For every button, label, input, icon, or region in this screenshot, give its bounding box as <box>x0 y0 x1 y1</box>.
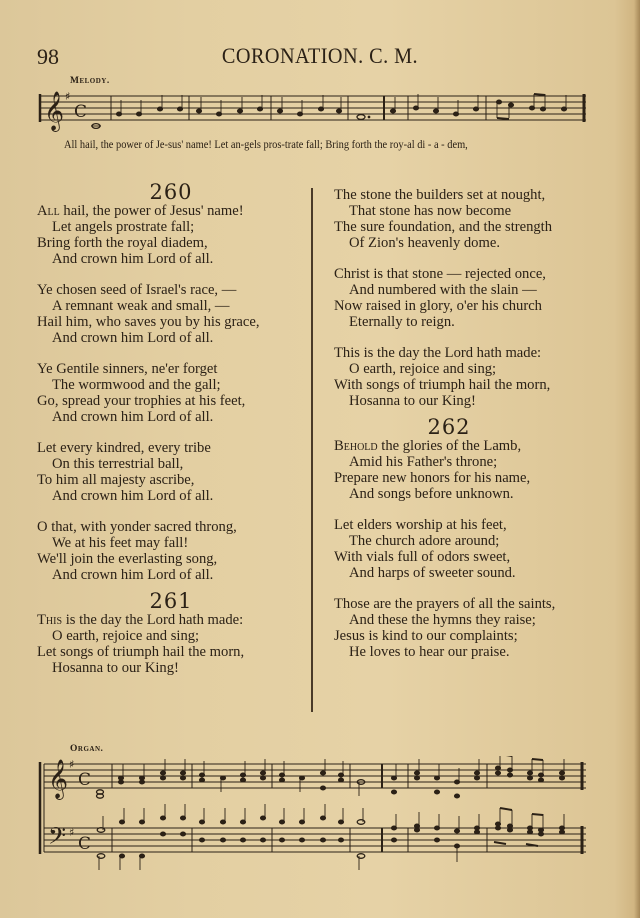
organ-score <box>36 756 592 886</box>
hymn-260-stanza-5 <box>37 520 305 584</box>
hymn-number-261: 261 <box>149 589 193 614</box>
verse-line: He loves to hear our praise. <box>349 643 510 660</box>
verse-line: Jesus is kind to our complaints; <box>334 627 518 644</box>
left-column <box>37 180 305 692</box>
verse-line: We'll join the everlasting song, <box>37 551 218 568</box>
melody-lyrics: All hail, the power of Je-sus' name! Let an-gels pros-trate fall; Bring forth the roy-al di - a - dem, <box>64 139 468 151</box>
svg-text:C: C <box>74 102 88 122</box>
verse-line: With songs of triumph hail the morn, <box>334 377 551 394</box>
verse-line: Let songs of triumph hail the morn, <box>37 643 245 660</box>
verse-line: Christ is that stone — rejected once, <box>334 266 546 283</box>
column-divider <box>311 188 313 712</box>
verse-line: To him all majesty ascribe, <box>37 472 195 489</box>
page-number: 98 <box>37 44 59 69</box>
verse-line: Ye chosen seed of Israel's race, — <box>37 282 237 299</box>
verse-line: And crown him Lord of all. <box>52 408 214 425</box>
verse-line: And these the hymns they raise; <box>349 611 536 628</box>
svg-text:𝄞: 𝄞 <box>48 759 69 799</box>
verse-line: Ye Gentile sinners, ne'er forget <box>37 361 218 378</box>
hymn-262-stanza-3 <box>334 597 624 661</box>
continued-stanza-2 <box>334 267 624 331</box>
verse-line: Let every kindred, every tribe <box>37 440 211 457</box>
hymn-number-260: 260 <box>149 180 193 204</box>
verse-line: O earth, rejoice and sing; <box>52 627 200 644</box>
hymn-262-stanza-2 <box>334 518 624 582</box>
verse-line: And crown him Lord of all. <box>52 567 214 584</box>
melody-label: Melody. <box>70 76 110 86</box>
svg-text:𝄢: 𝄢 <box>48 822 67 855</box>
continued-stanza-3 <box>334 346 624 410</box>
verse-line: the glories of the Lamb, <box>381 437 522 454</box>
verse-line: The sure foundation, and the strength <box>334 218 553 235</box>
continued-stanza-1 <box>334 188 624 252</box>
melody-staff <box>36 88 592 138</box>
hymn-260-stanza-4 <box>37 441 305 505</box>
verse-line: The church adore around; <box>349 532 500 549</box>
verse-line: Let angels prostrate fall; <box>52 218 195 235</box>
verse-line: O earth, rejoice and sing; <box>349 361 497 378</box>
verse-line: The wormwood and the gall; <box>52 377 221 394</box>
hymn-260-stanza-1 <box>37 204 305 268</box>
verse-line: That stone has now become <box>349 202 512 219</box>
hymn-261-stanza-1 <box>37 613 305 677</box>
svg-text:♯: ♯ <box>69 826 75 839</box>
verse-line: Amid his Father's throne; <box>349 453 498 470</box>
verse-line: With vials full of odors sweet, <box>334 548 511 565</box>
verse-line: And harps of sweeter sound. <box>349 564 516 581</box>
verse-line: Hosanna to our King! <box>52 659 179 676</box>
first-word: This <box>37 611 63 628</box>
hymn-number-262: 262 <box>427 414 471 439</box>
verse-line: Bring forth the royal diadem, <box>37 234 208 251</box>
svg-text:♯: ♯ <box>69 758 75 771</box>
verse-line: Eternally to reign. <box>349 313 455 330</box>
hymn-260-stanza-2 <box>37 283 305 347</box>
verse-line: Those are the prayers of all the saints, <box>334 596 556 613</box>
verse-line: And songs before unknown. <box>349 485 514 502</box>
page-edge-shadow <box>634 0 640 918</box>
right-column <box>334 188 624 676</box>
first-word: All <box>37 202 60 219</box>
verse-line: And crown him Lord of all. <box>52 329 214 346</box>
hymn-262-stanza-1 <box>334 439 624 503</box>
verse-line: And numbered with the slain — <box>349 282 537 299</box>
organ-label: Organ. <box>70 744 104 754</box>
svg-text:C: C <box>78 834 92 854</box>
verse-line: Let elders worship at his feet, <box>334 516 507 533</box>
verse-line: The stone the builders set at nought, <box>334 187 546 203</box>
page-title: CORONATION. C. M. <box>221 43 419 68</box>
verse-line: Now raised in glory, o'er his church <box>334 297 542 314</box>
verse-line: O that, with yonder sacred throng, <box>37 519 237 536</box>
verse-line: Go, spread your trophies at his feet, <box>37 392 246 409</box>
first-word: Behold <box>334 437 378 454</box>
verse-line: This is the day the Lord hath made: <box>334 345 542 362</box>
verse-line: is the day the Lord hath made: <box>65 611 244 628</box>
verse-line: Prepare new honors for his name, <box>334 469 531 486</box>
verse-line: A remnant weak and small, — <box>52 297 230 314</box>
svg-text:C: C <box>78 770 92 790</box>
svg-text:♯: ♯ <box>65 90 71 103</box>
verse-line: And crown him Lord of all. <box>52 250 214 267</box>
verse-line: Hail him, who saves you by his grace, <box>37 313 260 330</box>
hymn-260-stanza-3 <box>37 362 305 426</box>
verse-line: Hosanna to our King! <box>349 392 476 409</box>
verse-line: Of Zion's heavenly dome. <box>349 234 500 251</box>
verse-line: On this terrestrial ball, <box>52 456 184 473</box>
verse-line: We at his feet may fall! <box>52 535 189 552</box>
verse-line: And crown him Lord of all. <box>52 488 214 504</box>
verse-line: hail, the power of Jesus' name! <box>63 202 244 219</box>
svg-text:𝄞: 𝄞 <box>44 91 65 131</box>
